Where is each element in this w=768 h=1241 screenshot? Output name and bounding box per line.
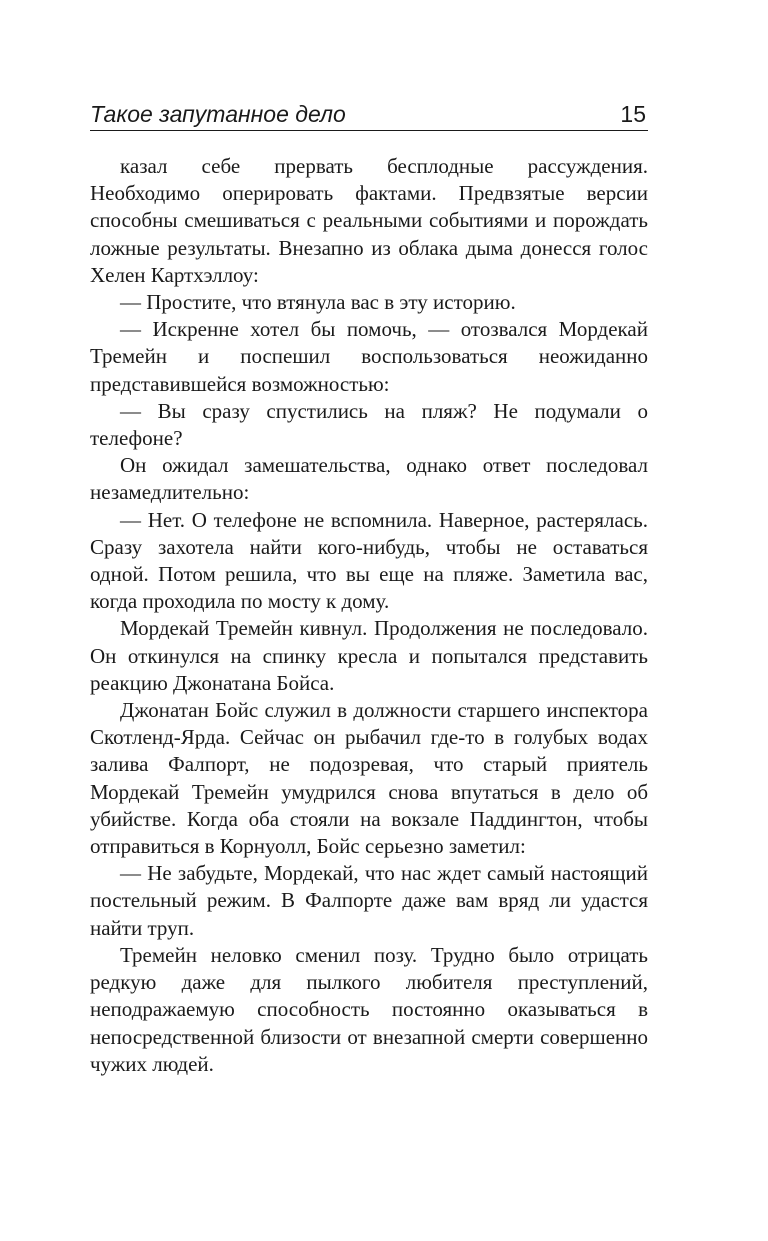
paragraph: Мордекай Тремейн кивнул. Продолжения не последовало. Он откинулся на спинку кресла и попытался представить реакцию Джонатана Бойса. [90, 616, 648, 695]
running-header [90, 98, 648, 131]
dialogue-line: — Простите, что втянула вас в эту историю. [120, 290, 516, 315]
paragraph: Джонатан Бойс служил в должности старшего инспектора Скотленд-Ярда. Сейчас он рыбачил где-то в голубых водах залива Фалпорт, не подозревая, что старый приятель Мордекай Тремейн умудрился снова впутаться в дело об убийстве. Когда оба стояли на вокзале Паддингтон, чтобы отправиться в Корнуолл, Бойс серьезно заметил: [90, 698, 648, 859]
book-page [90, 98, 648, 1078]
paragraph: Он ожидал замешательства, однако ответ последовал незамедлительно: [90, 453, 648, 505]
paragraph: казал себе прервать бесплодные рассуждения. Необходимо оперировать фактами. Предвзятые версии способны смешиваться с реальными событиями и порождать ложные результаты. Внезапно из облака дыма донесся голос Хелен Картхэллоу: [90, 154, 648, 287]
body-text [90, 153, 648, 1078]
dialogue-line: — Искренне хотел бы помочь, — отозвался Мордекай Тремейн и поспешил воспользоваться неожиданно представившейся возможностью: [90, 317, 648, 396]
running-title: Такое запутанное дело [90, 101, 346, 127]
page-number: 15 [620, 101, 646, 127]
dialogue-line: — Вы сразу спустились на пляж? Не подумали о телефоне? [90, 398, 648, 451]
dialogue-line: — Не забудьте, Мордекай, что нас ждет самый настоящий постельный режим. В Фалпорте даже вам вряд ли удастся найти труп. [90, 861, 648, 940]
paragraph: Тремейн неловко сменил позу. Трудно было отрицать редкую даже для пылкого любителя преступлений, неподражаемую способность постоянно оказываться в непосредственной близости от внезапной смерти совершенно чужих людей. [90, 942, 648, 1076]
dialogue-line: — Нет. О телефоне не вспомнила. Наверное, растерялась. Сразу захотела найти кого-нибудь, чтобы не оставаться одной. Потом решила, что вы еще на пляже. Заметила вас, когда проходила по мосту к дому. [90, 507, 648, 614]
